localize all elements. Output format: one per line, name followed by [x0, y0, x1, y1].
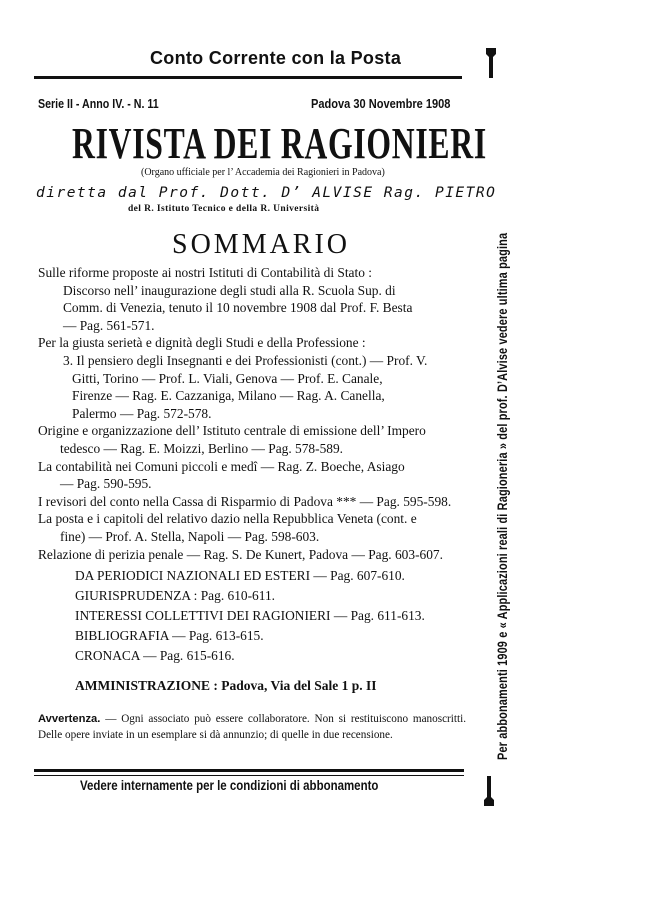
sommario-heading: SOMMARIO	[172, 229, 351, 260]
issue-date: Padova 30 Novembre 1908	[311, 96, 451, 111]
avvertenza-text: — Ogni associato può essere collaboratore. Non si restituiscono manoscritti. Delle opere inviate in un esemplare si dà annunzio; di quelle in due recensione.	[38, 713, 466, 741]
toc-line: — Pag. 561-571.	[63, 317, 155, 333]
masthead-title: RIVISTA DEI RAGIONIERI	[72, 119, 487, 168]
table-of-contents	[38, 264, 468, 563]
pointing-hand-icon	[484, 48, 498, 78]
section-list	[75, 566, 425, 666]
avvertenza-label: Avvertenza.	[38, 713, 101, 725]
toc-line: Discorso nell’ inaugurazione degli studi alla R. Scuola Sup. di	[63, 282, 396, 298]
bottom-divider-thick	[34, 769, 464, 772]
toc-line: I revisori del conto nella Cassa di Risparmio di Padova *** — Pag. 595-598.	[38, 493, 452, 509]
toc-line: Palermo — Pag. 572-578.	[72, 405, 212, 421]
director-line: diretta dal Prof. Dott. D’ ALVISE Rag. PIETRO	[36, 185, 497, 201]
section-periodici: DA PERIODICI NAZIONALI ED ESTERI — Pag. 607-610.	[75, 568, 405, 583]
banner-conto-corrente: Conto Corrente con la Posta	[150, 48, 402, 68]
toc-line: Relazione di perizia penale — Rag. S. De Kunert, Padova — Pag. 603-607.	[38, 546, 443, 562]
top-divider	[34, 76, 462, 79]
toc-line: La contabilità nei Comuni piccoli e medî — Rag. Z. Boeche, Asiago	[38, 458, 405, 474]
toc-line: Comm. di Venezia, tenuto il 10 novembre 1908 dal Prof. F. Besta	[63, 300, 413, 316]
section-giurisprudenza: GIURISPRUDENZA : Pag. 610-611.	[75, 588, 275, 603]
organo-subtitle: (Organo ufficiale per l’ Accademia dei Ragionieri in Padova)	[141, 167, 385, 178]
toc-line: — Pag. 590-595.	[60, 476, 152, 492]
section-bibliografia: BIBLIOGRAFIA — Pag. 613-615.	[75, 628, 264, 643]
toc-line: Per la giusta serietà e dignità degli Studi e della Professione :	[38, 335, 366, 351]
toc-line: Sulle riforme proposte ai nostri Istituti di Contabilità di Stato :	[38, 265, 372, 280]
toc-line: La posta e i capitoli del relativo dazio nella Repubblica Veneta (cont. e	[38, 511, 417, 527]
avvertenza-paragraph	[38, 712, 466, 743]
vertical-text: Per abbonamenti 1909 e « Applicazioni reali di Ragioneria » del prof. D’Alvise vedere ultima pagina	[494, 232, 510, 760]
toc-line: Gitti, Torino — Prof. L. Viali, Genova — Prof. E. Canale,	[72, 370, 383, 386]
bottom-divider-thin	[34, 775, 464, 776]
toc-line: Firenze — Rag. E. Cazzaniga, Milano — Rag. A. Canella,	[72, 388, 385, 404]
toc-line: tedesco — Rag. E. Moizzi, Berlino — Pag. 578-589.	[60, 440, 344, 456]
vertical-sidebar-note	[494, 84, 510, 760]
amministrazione-line: AMMINISTRAZIONE : Padova, Via del Sale 1 p. II	[75, 678, 377, 693]
issue-serie: Serie II - Anno IV. - N. 11	[38, 96, 159, 111]
toc-line: 3. Il pensiero degli Insegnanti e dei Professionisti (cont.) — Prof. V.	[63, 352, 428, 368]
abbonamento-note: Vedere internamente per le condizioni di abbonamento	[80, 778, 379, 793]
section-interessi: INTERESSI COLLETTIVI DEI RAGIONIERI — Pag. 611-613.	[75, 608, 425, 623]
toc-line: Origine e organizzazione dell’ Istituto centrale di emissione dell’ Impero	[38, 423, 426, 439]
pointing-hand-icon	[482, 776, 496, 806]
toc-line: fine) — Prof. A. Stella, Napoli — Pag. 598-603.	[60, 528, 320, 544]
section-cronaca: CRONACA — Pag. 615-616.	[75, 648, 235, 663]
istituto-line: del R. Istituto Tecnico e della R. Università	[128, 204, 320, 214]
